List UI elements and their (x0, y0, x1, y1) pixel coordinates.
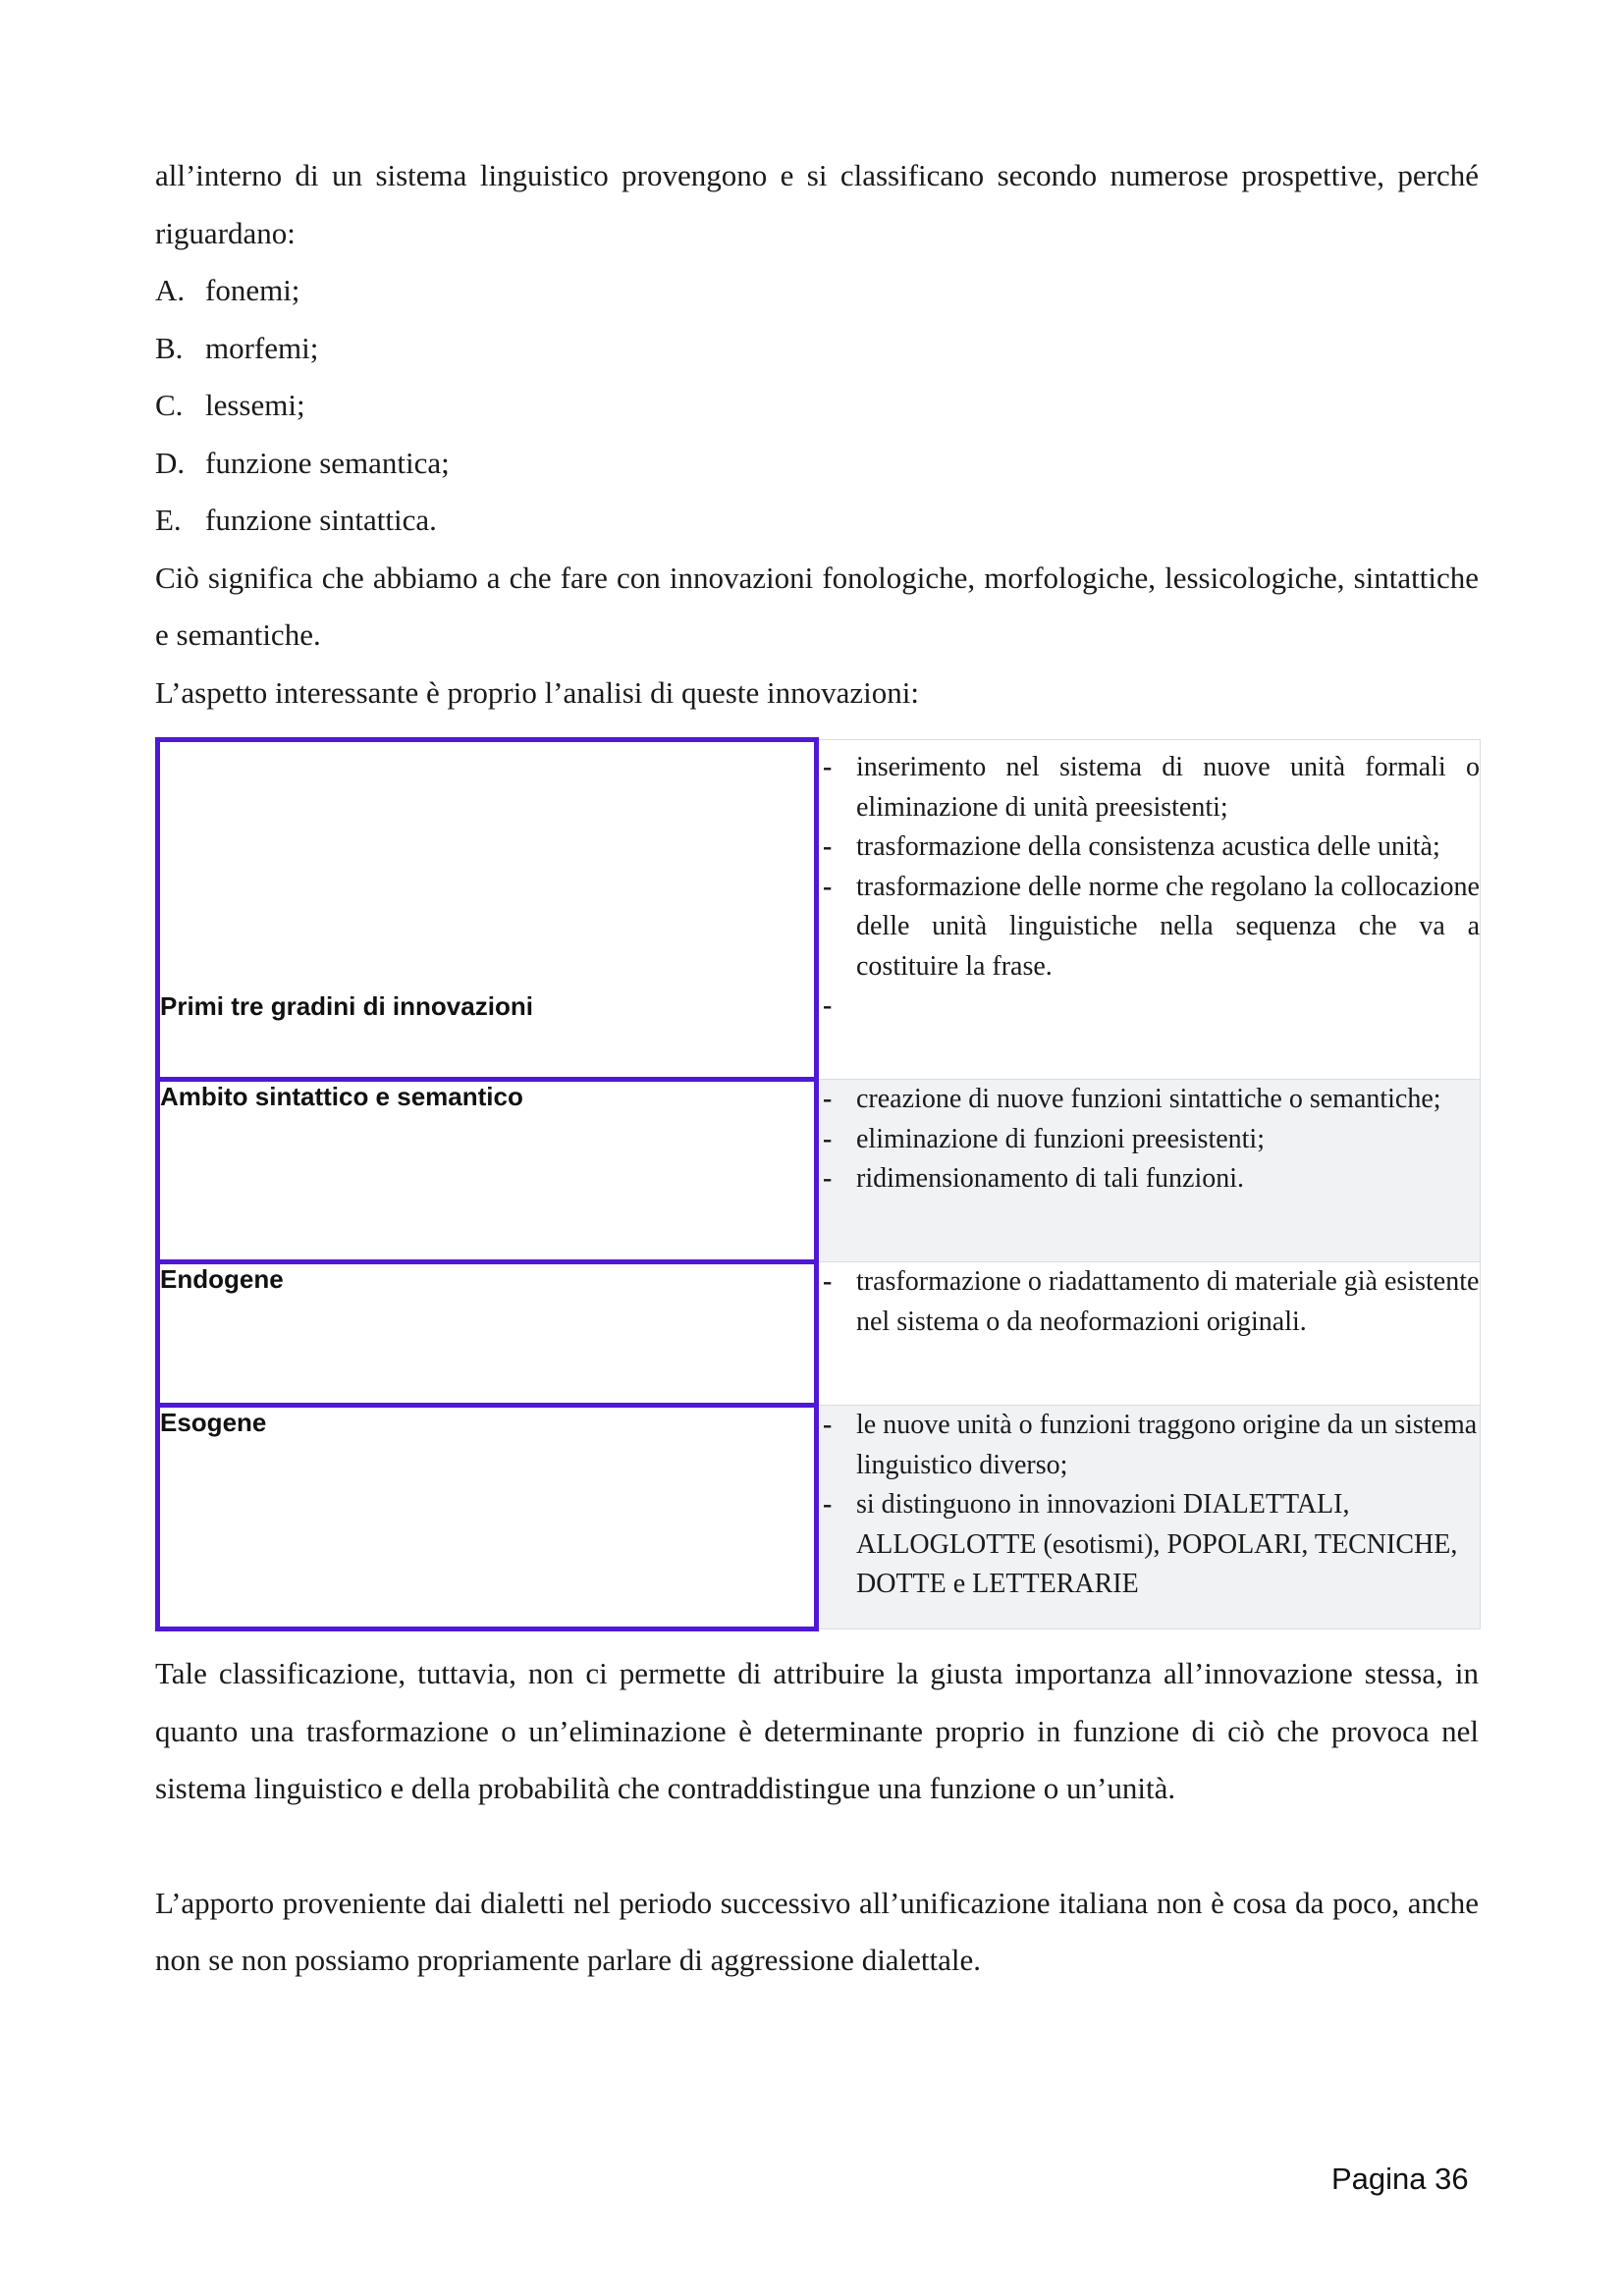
row-label: Esogene (158, 1406, 817, 1629)
bullet-item: - si distinguono in innovazioni DIALETTALI, ALLOGLOTTE (esotismi), POPOLARI, TECNICHE, DOTTE e LETTERARIE (823, 1489, 1458, 1599)
page-number: Pagina 36 (1331, 2162, 1469, 2196)
bullet-item: - trasformazione delle norme che regolano la collocazione delle unità linguistiche nella sequenza che va a costituire la frase. (823, 871, 1480, 982)
row-label: Ambito sintattico e semantico (158, 1080, 817, 1262)
list-item: A. fonemi; (155, 273, 300, 307)
table-row (158, 1406, 1481, 1629)
row-description (817, 1406, 1481, 1629)
table-row (158, 740, 1481, 1080)
bullet-item: - trasformazione della consistenza acustica delle unità; (823, 831, 1440, 862)
bullet-item: - creazione di nuove funzioni sintattiche o semantiche; (823, 1084, 1441, 1114)
bullet-item: - trasformazione o riadattamento di materiale già esistente nel sistema o da neoformazioni originali. (823, 1266, 1480, 1337)
analysis-lead-paragraph: L’aspetto interessante è proprio l’analisi di queste innovazioni: (155, 674, 919, 710)
list-item: D. funzione semantica; (155, 445, 450, 480)
bullet-item: - le nuove unità o funzioni traggono origine da un sistema linguistico diverso; (823, 1410, 1478, 1480)
list-item: B. morfemi; (155, 330, 319, 365)
dialect-paragraph: L’apporto proveniente dai dialetti nel periodo successivo all’unificazione italiana non è cosa da poco, anche non se non possiamo propriamente parlare di aggressione dialettale. (155, 1885, 1479, 1977)
row-label: Endogene (158, 1262, 817, 1406)
bullet-item: - ridimensionamento di tali funzioni. (823, 1163, 1245, 1194)
row-description (817, 1262, 1481, 1406)
row-description (817, 1080, 1481, 1262)
table-row (158, 1262, 1481, 1406)
bullet-item: - eliminazione di funzioni preesistenti; (823, 1123, 1265, 1154)
innovations-table (155, 737, 1481, 1631)
classification-paragraph: Tale classificazione, tuttavia, non ci permette di attribuire la giusta importanza all’innovazione stessa, in quanto una trasformazione o un’eliminazione è determinante proprio in funzione di ciò che provoca nel sistema linguistico e della probabilità che contraddistingue una funzione o un’unità. (155, 1656, 1479, 1805)
page-body (155, 147, 1479, 1990)
bullet-item: - inserimento nel sistema di nuove unità formali o eliminazione di unità preesistenti; (823, 752, 1480, 823)
intro-paragraph: all’interno di un sistema linguistico provengono e si classificano secondo numerose prospettive, perché riguardano: (155, 158, 1479, 250)
innovations-types-paragraph: Ciò significa che abbiamo a che fare con innovazioni fonologiche, morfologiche, lessicologiche, sintattiche e semantiche. (155, 560, 1479, 652)
list-item: E. funzione sintattica. (155, 503, 437, 537)
innovation-scope-list (155, 262, 1479, 550)
list-item: C. lessemi; (155, 388, 305, 422)
bullet-item: - (823, 990, 833, 1021)
row-description (817, 740, 1481, 1080)
row-label: Primi tre gradini di innovazioni (158, 740, 817, 1080)
table-row (158, 1080, 1481, 1262)
